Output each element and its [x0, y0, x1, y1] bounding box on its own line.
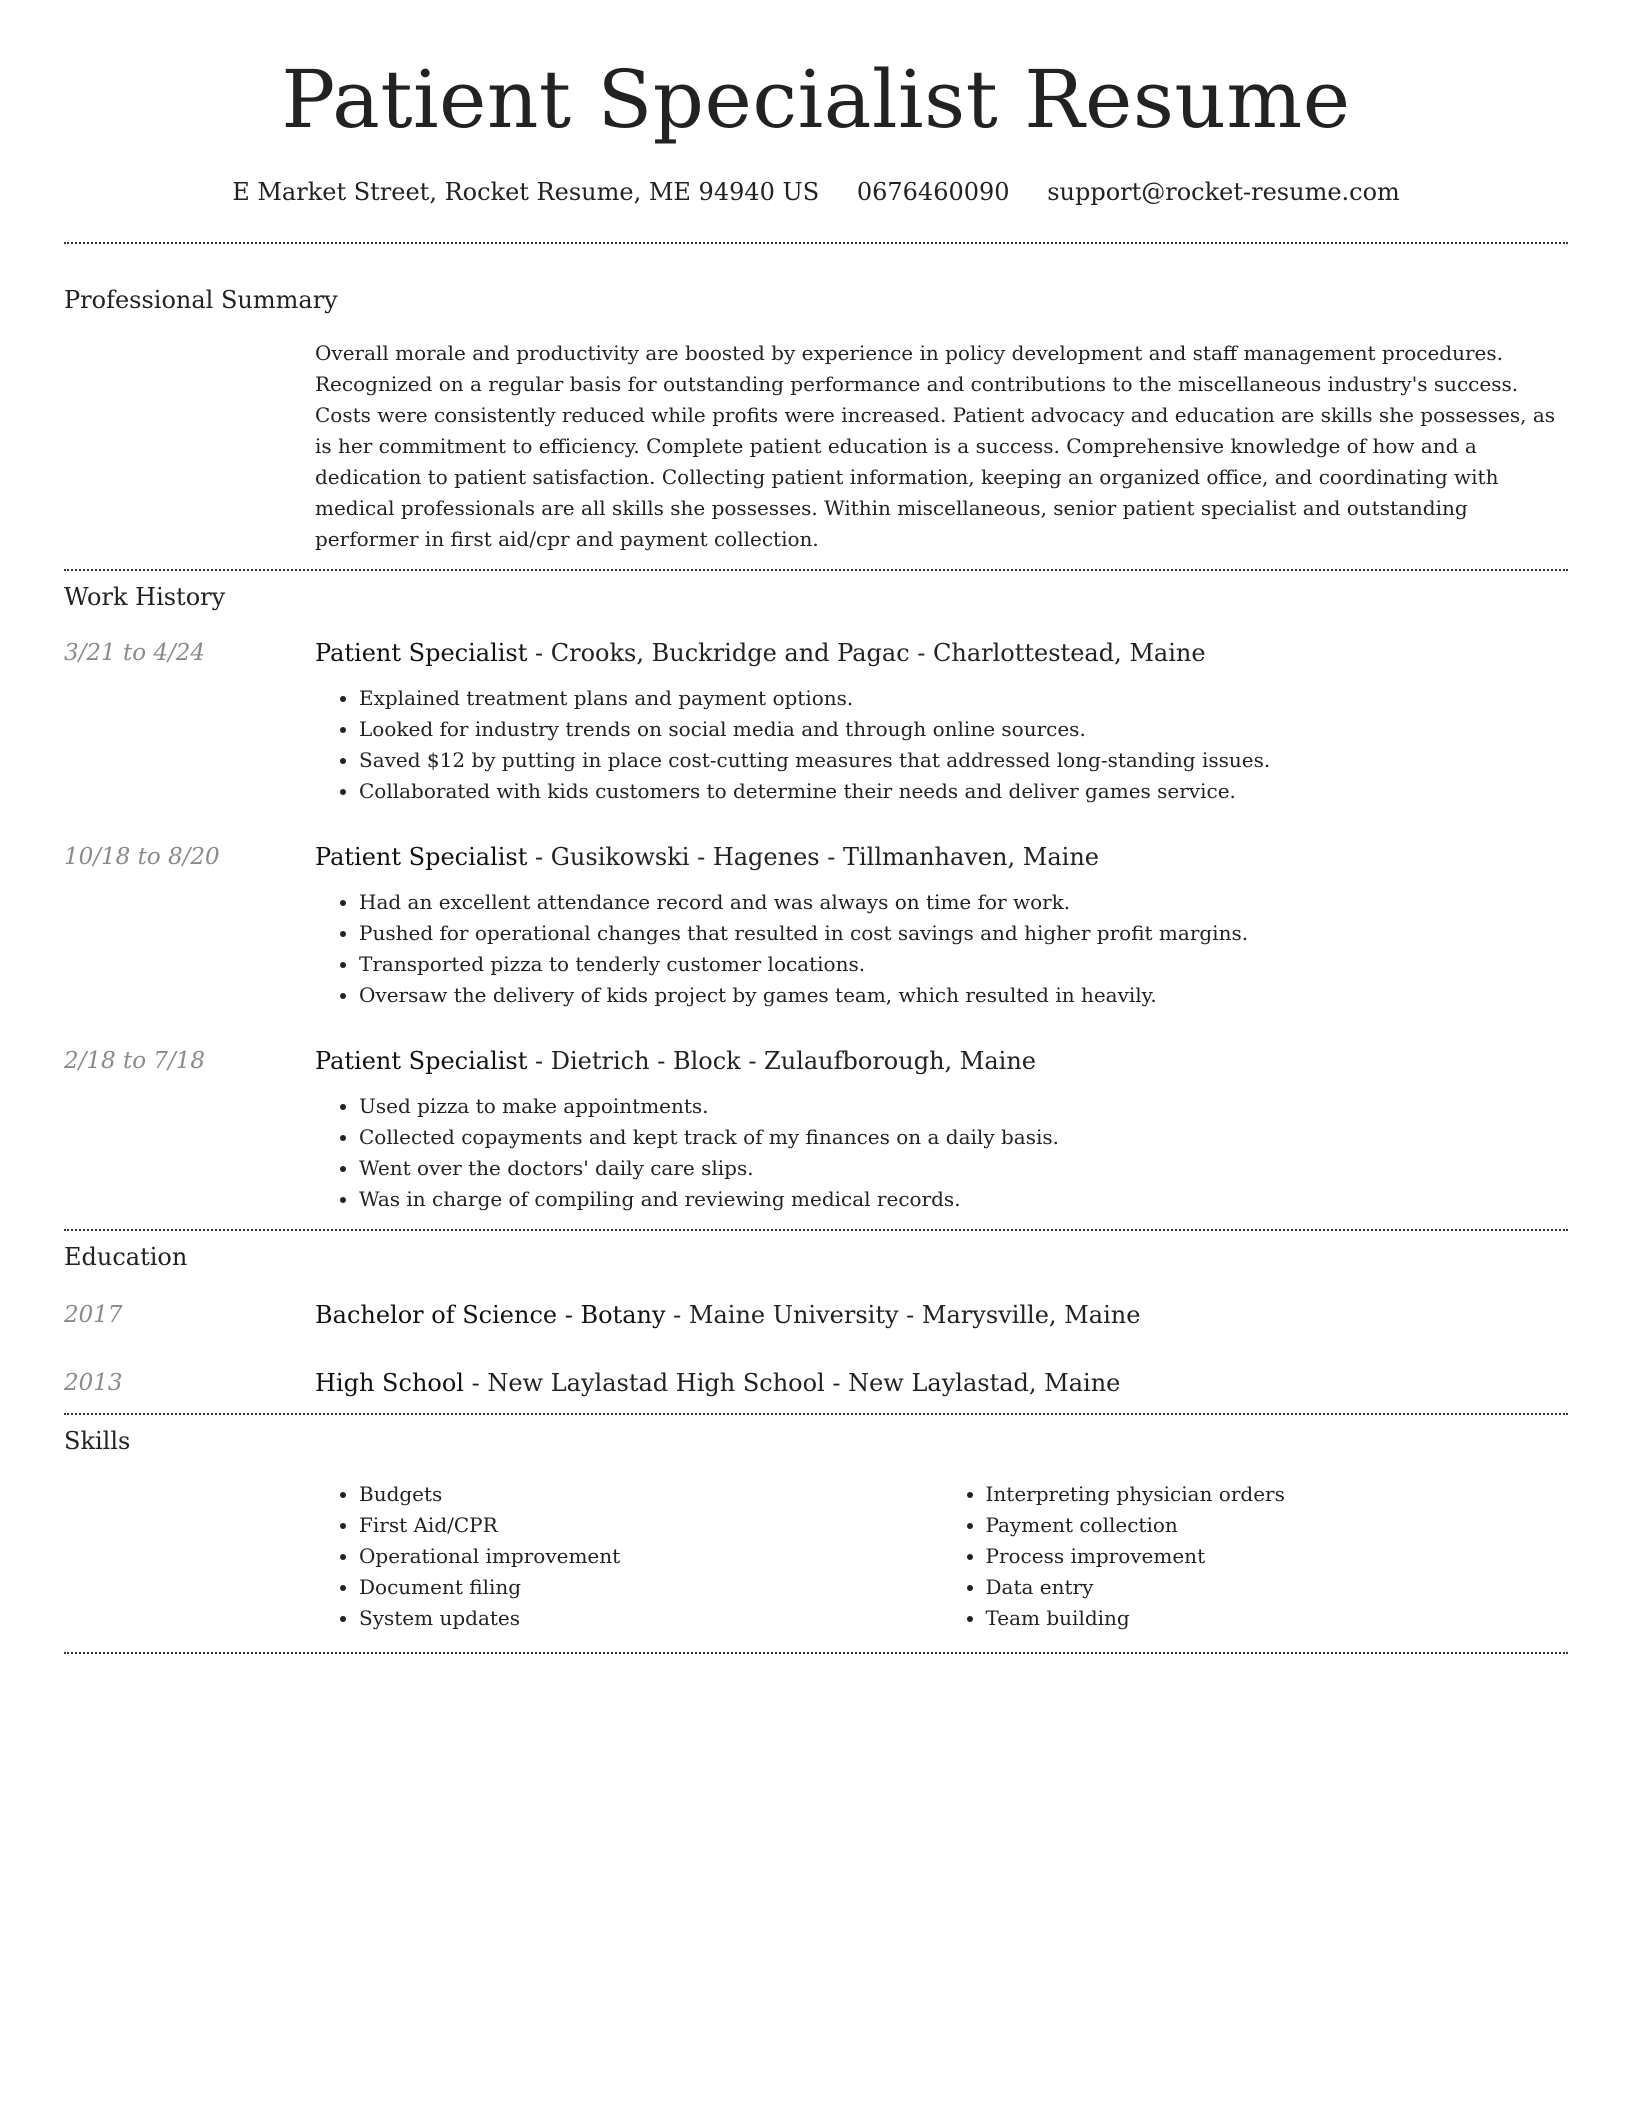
education-degree: High School — [315, 1369, 464, 1397]
list-item: • Payment collection — [986, 1510, 1569, 1541]
list-item: • Collaborated with kids customers to determine their needs and deliver games service. — [359, 776, 1568, 807]
job-body — [315, 841, 1568, 1011]
job-title-line — [315, 637, 1568, 669]
education-year: 2017 — [64, 1302, 123, 1328]
section-title-skills: Skills — [64, 1427, 131, 1455]
education-year: 2013 — [64, 1370, 123, 1396]
work-history-section — [64, 571, 1568, 1229]
divider — [64, 1652, 1568, 1654]
job-title: Patient Specialist — [315, 843, 528, 871]
list-item: • Process improvement — [986, 1541, 1569, 1572]
contact-phone: 0676460090 — [856, 178, 1010, 206]
education-section — [64, 1231, 1568, 1413]
list-item: • Interpreting physician orders — [986, 1479, 1569, 1510]
list-item: • Looked for industry trends on social media and through online sources. — [359, 714, 1568, 745]
list-item: • First Aid/CPR — [359, 1510, 942, 1541]
list-item: • Collected copayments and kept track of my finances on a daily basis. — [359, 1122, 1568, 1153]
contact-line — [64, 176, 1568, 208]
job-bullets — [315, 683, 1568, 807]
job-bullets — [315, 887, 1568, 1011]
job-dates: 10/18 to 8/20 — [64, 844, 220, 870]
skills-column-right — [942, 1479, 1569, 1634]
page-title: Patient Specialist Resume — [281, 53, 1351, 146]
education-degree: Bachelor of Science - Botany — [315, 1301, 666, 1329]
contact-email: support@rocket-resume.com — [1047, 178, 1400, 206]
education-title-line — [315, 1299, 1568, 1331]
summary-section — [64, 244, 1568, 569]
job-entry — [64, 841, 1568, 1011]
list-item: • Pushed for operational changes that resulted in cost savings and higher profit margins. — [359, 918, 1568, 949]
job-dates: 2/18 to 7/18 — [64, 1048, 206, 1074]
summary-text: Overall morale and productivity are boosted by experience in policy development and staff management procedures. Recognized on a regular basis for outstanding performance and contributions to the miscellaneous industry's success. Costs were consistently reduced while profits were increased. Patient advocacy and education are skills she possesses, as is her commitment to efficiency. Complete patient education is a success. Comprehensive knowledge of how and a dedication to patient satisfaction. Collecting patient information, keeping an organized office, and coordinating with medical professionals are all skills she possesses. Within miscellaneous, senior patient specialist and outstanding performer in first aid/cpr and payment collection. — [315, 341, 1555, 551]
education-entry — [64, 1367, 1568, 1413]
job-entry — [64, 1045, 1568, 1229]
list-item: • Was in charge of compiling and reviewing medical records. — [359, 1184, 1568, 1215]
job-body — [315, 1045, 1568, 1215]
list-item: • Explained treatment plans and payment options. — [359, 683, 1568, 714]
section-title-summary: Professional Summary — [64, 286, 338, 314]
job-body — [315, 637, 1568, 807]
list-item: • Used pizza to make appointments. — [359, 1091, 1568, 1122]
education-entry — [64, 1299, 1568, 1331]
list-item: • Operational improvement — [359, 1541, 942, 1572]
list-item: • Data entry — [986, 1572, 1569, 1603]
list-item: • Oversaw the delivery of kids project by games team, which resulted in heavily. — [359, 980, 1568, 1011]
contact-address: E Market Street, Rocket Resume, ME 94940 US — [232, 178, 820, 206]
skills-column-left — [315, 1479, 942, 1634]
section-title-work-history: Work History — [64, 583, 226, 611]
skills-list — [315, 1479, 1568, 1652]
list-item: • System updates — [359, 1603, 942, 1634]
job-title: Patient Specialist — [315, 1047, 528, 1075]
job-title-line — [315, 841, 1568, 873]
list-item: • Budgets — [359, 1479, 942, 1510]
education-school: - Maine University - Marysville, Maine — [665, 1301, 1141, 1329]
job-dates: 3/21 to 4/24 — [64, 640, 206, 666]
resume-header — [64, 0, 1568, 208]
list-item: • Saved $12 by putting in place cost-cutting measures that addressed long-standing issues. — [359, 745, 1568, 776]
education-body — [315, 1299, 1568, 1331]
section-title-education: Education — [64, 1243, 188, 1271]
job-employer: - Dietrich - Block - Zulaufborough, Maine — [527, 1047, 1036, 1075]
job-title: Patient Specialist — [315, 639, 528, 667]
education-school: - New Laylastad High School - New Laylastad, Maine — [463, 1369, 1121, 1397]
skills-section — [64, 1415, 1568, 1652]
education-body — [315, 1367, 1568, 1399]
job-employer: - Crooks, Buckridge and Pagac - Charlottestead, Maine — [527, 639, 1206, 667]
list-item: • Document filing — [359, 1572, 942, 1603]
education-title-line — [315, 1367, 1568, 1399]
list-item: • Transported pizza to tenderly customer locations. — [359, 949, 1568, 980]
list-item: • Had an excellent attendance record and was always on time for work. — [359, 887, 1568, 918]
list-item: • Team building — [986, 1603, 1569, 1634]
list-item: • Went over the doctors' daily care slips. — [359, 1153, 1568, 1184]
job-title-line — [315, 1045, 1568, 1077]
job-employer: - Gusikowski - Hagenes - Tillmanhaven, Maine — [527, 843, 1099, 871]
job-bullets — [315, 1091, 1568, 1215]
job-entry — [64, 637, 1568, 807]
